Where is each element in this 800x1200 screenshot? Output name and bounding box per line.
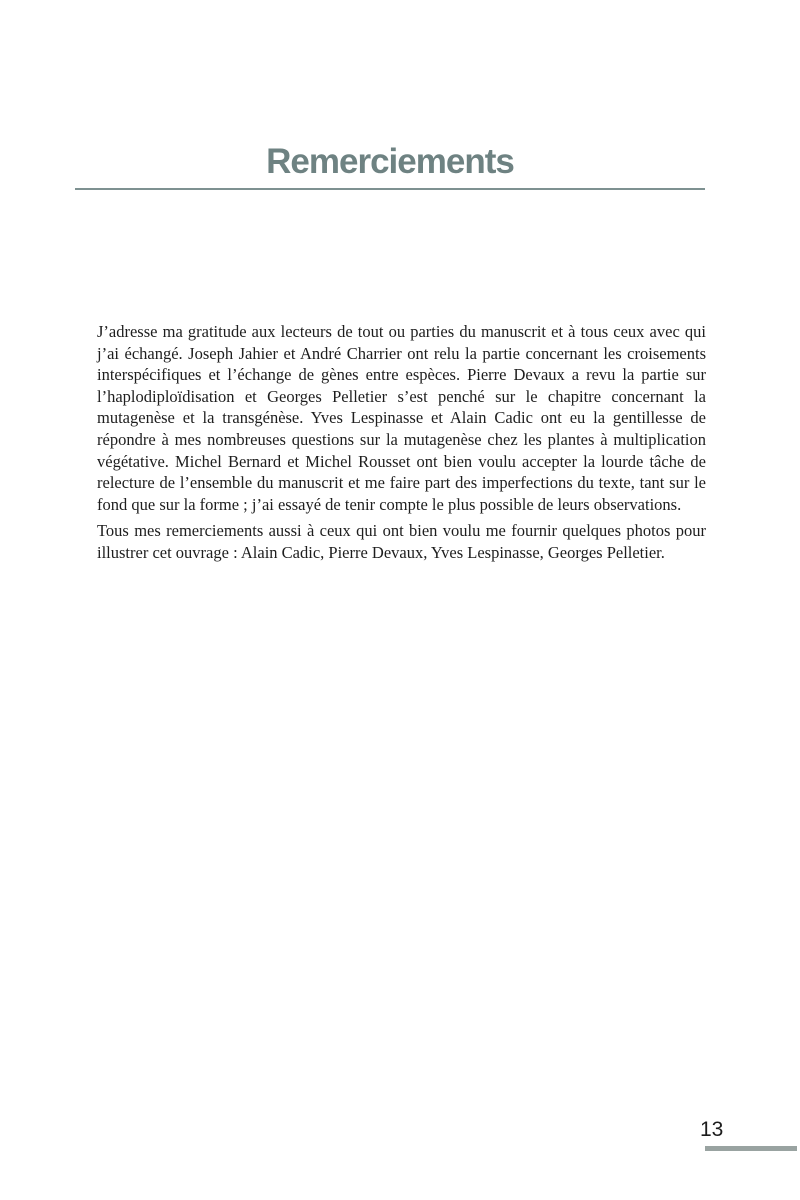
acknowledgements-text	[97, 321, 706, 569]
title-rule	[75, 188, 705, 190]
paragraph-2: Tous mes remerciements aussi à ceux qui ont bien voulu me fournir quelques photos pour illustrer cet ouvrage : Alain Cadic, Pierre Devaux, Yves Lespinasse, Georges Pelletier.	[97, 521, 706, 562]
paragraph-1: J’adresse ma gratitude aux lecteurs de tout ou parties du manuscrit et à tous ceux avec qui j’ai échangé. Joseph Jahier et André Charrier ont relu la partie concernant les croisements interspécifiques et l’échange de gènes entre espèces. Pierre Devaux a revu la partie sur l’haplodiploïdisation et Georges Pelletier s’est penché sur le chapitre concernant la mutagenèse et la transgénèse. Yves Lespinasse et Alain Cadic ont eu la gentillesse de répondre à mes nombreuses questions sur la mutagenèse chez les plantes à multiplication végétative. Michel Bernard et Michel Rousset ont bien voulu accepter la lourde tâche de relecture de l’ensemble du manuscrit et me faire part des imperfections du texte, tant sur le fond que sur la forme ; j’ai essayé de tenir compte le plus possible de leurs observations.	[97, 322, 706, 514]
page-number: 13	[700, 1118, 724, 1141]
footer-bar	[705, 1146, 797, 1151]
page-title: Remerciements	[266, 142, 514, 181]
